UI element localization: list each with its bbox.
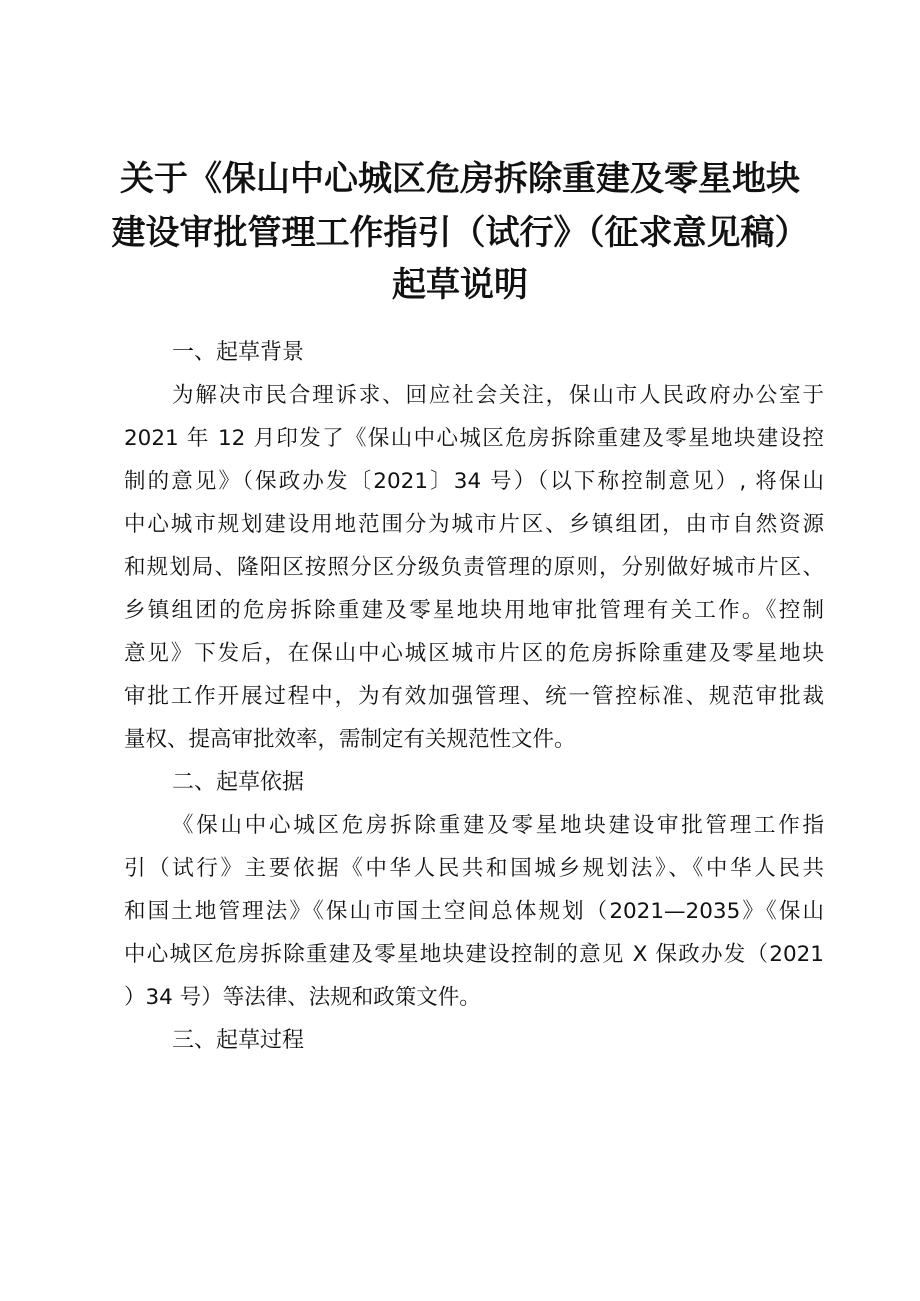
paragraph-line: 《保山中心城区危房拆除重建及零星地块建设审批管理工作指 <box>172 813 824 838</box>
paragraph-line: 为解决市民合理诉求、回应社会关注，保山市人民政府办公室于 <box>172 383 824 408</box>
paragraph-line: 和国土地管理法》《保山市国土空间总体规划（2021—2035》《保山 <box>124 899 824 924</box>
paragraph-line: 审批工作开展过程中，为有效加强管理、统一管控标准、规范审批裁 <box>124 684 824 709</box>
paragraph-line: 制的意见》（保政办发〔2021〕34 号）（以下称控制意见）, 将保山 <box>124 469 824 494</box>
paragraph-line: 意见》下发后，在保山中心城区城市片区的危房拆除重建及零星地块 <box>124 641 824 666</box>
paragraph-line: 中心城市规划建设用地范围分为城市片区、乡镇组团，由市自然资源 <box>124 512 824 537</box>
section-heading-process: 三、起草过程 <box>172 1028 305 1053</box>
paragraph-line: 引（试行》主要依据《中华人民共和国城乡规划法》、《中华人民共 <box>124 856 824 881</box>
paragraph-line: 和规划局、隆阳区按照分区分级负责管理的原则，分别做好城市片区、 <box>124 555 824 580</box>
paragraph-line: 中心城区危房拆除重建及零星地块建设控制的意见 X 保政办发（2021 <box>124 942 824 967</box>
document-title-line-1: 关于《保山中心城区危房拆除重建及零星地块 <box>120 159 800 199</box>
paragraph-line: 乡镇组团的危房拆除重建及零星地块用地审批管理有关工作。《控制 <box>124 598 824 623</box>
paragraph-line: ）34 号）等法律、法规和政策文件。 <box>124 985 481 1010</box>
section-heading-basis: 二、起草依据 <box>172 770 305 795</box>
paragraph-line: 2021 年 12 月印发了《保山中心城区危房拆除重建及零星地块建设控 <box>124 426 824 451</box>
section-heading-background: 一、起草背景 <box>172 340 305 365</box>
paragraph-line: 量权、提高审批效率，需制定有关规范性文件。 <box>124 727 576 752</box>
document-title-line-2: 建设审批管理工作指引（试行》（征求意见稿） <box>111 213 809 253</box>
document-title-line-3: 起草说明 <box>392 265 528 305</box>
